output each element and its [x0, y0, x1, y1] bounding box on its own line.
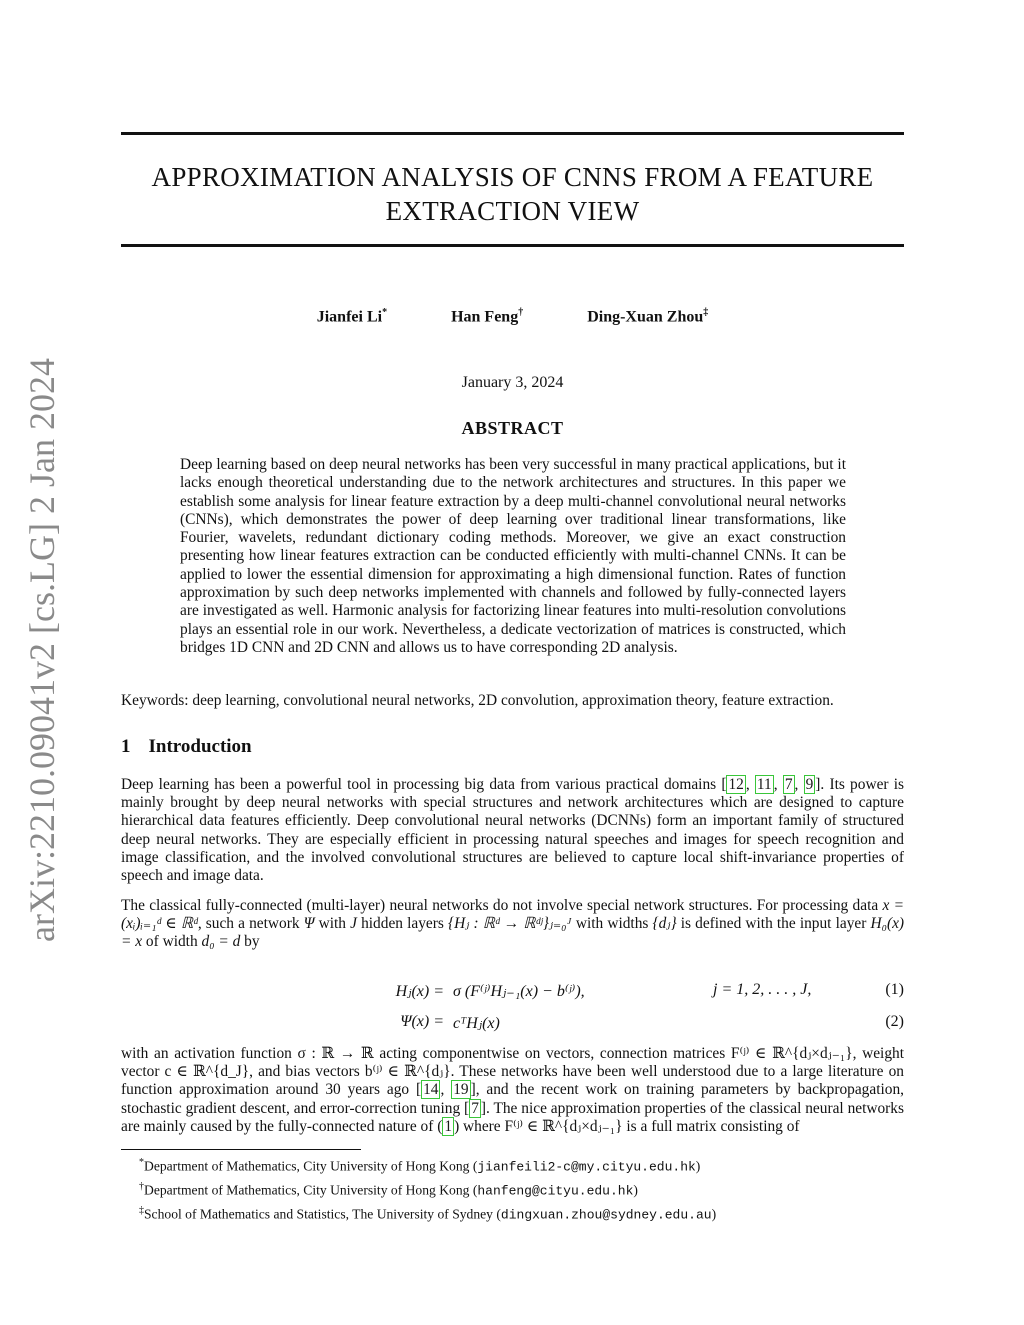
author-mark: *	[382, 307, 388, 318]
equation-rhs: cᵀHⱼ(x)	[453, 1015, 500, 1032]
footnote-text: )	[633, 1182, 638, 1198]
abstract-body: Deep learning based on deep neural networks has been very successful in many practical applications, but it lacks enough theoretical understanding due to the network architectures and structures. In this paper we establish some analysis for linear feature extraction by a deep multi-channel convolutional neural networks (CNNs), which demonstrates the power of deep learning over traditional linear transformations, like Fourier, wavelets, redundant dictionary coding methods. Moreover, we give an exact construction presenting how linear features extraction can be conducted efficiently with multi-channel CNNs. It can be applied to lower the essential dimension for approximating a high dimensional function. Rates of function approximation by such deep networks implemented with channels and followed by fully-connected layers are investigated as well. Harmonic analysis for factorizing linear features into multi-resolution convolutions plays an essential role in our work. Nevertheless, a dedicate vectorization of matrices is constructed, which bridges 1D CNN and 2D CNN and allows us to have corresponding 2D analysis.	[180, 456, 846, 656]
paragraph-2	[121, 897, 904, 952]
text: ]. Its power is mainly brought by deep neural networks with special structures and network architectures which are designed to capture hierarchical data features efficiently. Deep convolutional neural networks (DCNNs) form an important family of structured deep neural networks. They are especially efficient in processing natural speeches and images for speech recognition and image classification, and the involved convolutional structures are believed to capture local shift-invariance properties of speech and image data.	[121, 776, 904, 885]
math: d₀ = d	[201, 933, 241, 951]
author-list	[121, 307, 904, 326]
text: ], and the recent work on training parameters by backpropagation, stochastic gradient descent, and error-correction tuning [	[121, 1081, 904, 1117]
equation-lhs: Hⱼ(x) =	[395, 983, 444, 1000]
citation-link[interactable]: 7	[471, 1099, 479, 1117]
text: by	[240, 933, 260, 951]
footnote-divider	[121, 1149, 361, 1150]
paper-title	[121, 160, 904, 228]
author-mark: †	[518, 307, 524, 318]
title-line-1: APPROXIMATION ANALYSIS OF CNNS FROM A FEATURE	[151, 162, 874, 192]
author-3	[587, 307, 708, 326]
footnote-text: )	[695, 1158, 701, 1174]
footnote-mark: †	[139, 1181, 144, 1193]
section-heading	[121, 736, 252, 758]
citation-link[interactable]: 11	[756, 776, 772, 793]
citation-link[interactable]: 7	[784, 776, 793, 793]
footnote-1	[139, 1153, 716, 1177]
paragraph-1: Deep learning has been a powerful tool in processing big data from various practical domains [ 12 , 11 , 7 , 9 ]. Its power is mainly brought by deep neural networks with special structures and network architectures which are designed to capture hierarchical data features efficiently. Deep convolutional neural networks (DCNNs) form an important family of structured deep neural networks. They are especially efficient in processing natural speeches and images for speech recognition and image classification, and the involved convolutional structures are believed to capture local shift-invariance properties of speech and image data.	[121, 776, 904, 885]
math: x = (xᵢ)ᵢ₌₁ᵈ ∈ ℝᵈ	[121, 897, 904, 933]
footnote-text: Department of Mathematics, City University of Hong Kong (	[144, 1182, 478, 1198]
math: H₀(x) = x	[121, 915, 905, 951]
footnote-text: Department of Mathematics, City University of Hong Kong (	[144, 1158, 478, 1174]
equation-number: (1)	[885, 981, 904, 998]
footnote-mark: *	[139, 1157, 144, 1168]
text: Deep learning has been a powerful tool in processing big data from various practical domains [	[121, 776, 727, 793]
text: The classical fully-connected (multi-layer) neural networks do not involve special network structures. For processing data	[121, 897, 883, 914]
title-line-2: EXTRACTION VIEW	[385, 196, 640, 226]
text: with an activation function σ : ℝ → ℝ acting componentwise on vectors, connection matrices F⁽ʲ⁾ ∈ ℝ^{dⱼ×dⱼ₋₁}, weight vector c ∈ ℝ^{d_J}, and bias vectors b⁽ʲ⁾ ∈ ℝ^{dⱼ}. These networks have been well understood due to a large literature on function approximation around 30 years ago [	[121, 1045, 904, 1099]
text: with widths	[571, 915, 653, 933]
text: is defined with the input layer	[676, 915, 871, 933]
footnote-text: )	[711, 1206, 717, 1222]
email-link[interactable]: dingxuan.zhou@sydney.edu.au	[500, 1207, 712, 1223]
author-name: Jianfei Li	[316, 308, 383, 326]
author-2	[451, 307, 523, 326]
paragraph-3: with an activation function σ : ℝ → ℝ acting componentwise on vectors, connection matrices F⁽ʲ⁾ ∈ ℝ^{dⱼ×dⱼ₋₁}, weight vector c ∈ ℝ^{d_J}, and bias vectors b⁽ʲ⁾ ∈ ℝ^{dⱼ}. These networks have been well understood due to a large literature on function approximation around 30 years ago [ 14 , 19 ], and the recent work on training parameters by backpropagation, stochastic gradient descent, and error-correction tuning [ 7 ]. The nice approximation properties of the classical neural networks are mainly caused by the fully-connected nature of ( 1 ) where F⁽ʲ⁾ ∈ ℝ^{dⱼ×dⱼ₋₁} is a full matrix consisting of	[121, 1045, 904, 1135]
text: ]. The nice approximation properties of the classical neural networks are mainly caused by the fully-connected nature of (	[121, 1099, 904, 1135]
author-mark: ‡	[703, 307, 709, 318]
equation-rhs: σ (F⁽ʲ⁾Hⱼ₋₁(x) − b⁽ʲ⁾),	[453, 983, 585, 1000]
equation-reference-link[interactable]: 1	[444, 1117, 453, 1135]
section-number: 1	[121, 736, 131, 757]
footnote-mark: ‡	[139, 1205, 144, 1217]
footnote-text: School of Mathematics and Statistics, The University of Sydney (	[144, 1206, 501, 1222]
author-name: Ding-Xuan Zhou	[587, 308, 704, 326]
keywords: Keywords: deep learning, convolutional neural networks, 2D convolution, approximation theory, feature extraction.	[121, 692, 834, 709]
title-top-rule	[121, 132, 904, 135]
equation-lhs: Ψ(x) =	[400, 1013, 444, 1030]
citation-link[interactable]: 12	[728, 776, 744, 793]
section-title: Introduction	[148, 736, 252, 757]
author-1	[317, 307, 387, 326]
citation-link[interactable]: 19	[453, 1081, 469, 1099]
math: J	[350, 915, 357, 933]
text: , such a network	[197, 915, 304, 933]
math: {dⱼ}	[652, 915, 677, 933]
abstract-heading: ABSTRACT	[461, 418, 564, 438]
equation-number: (2)	[885, 1013, 904, 1030]
email-link[interactable]: hanfeng@cityu.edu.hk	[477, 1183, 634, 1199]
email-link[interactable]: jianfeili2-c@my.cityu.edu.hk	[477, 1159, 696, 1175]
math: Ψ	[303, 915, 315, 933]
equation-condition: j = 1, 2, . . . , J,	[713, 981, 812, 998]
text: of width	[142, 933, 202, 951]
arxiv-stamp: arXiv:2210.09041v2 [cs.LG] 2 Jan 2024	[22, 358, 62, 942]
citation-link[interactable]: 14	[423, 1081, 439, 1099]
publication-date: January 3, 2024	[461, 374, 564, 391]
footnotes	[139, 1153, 716, 1225]
text: ) where F⁽ʲ⁾ ∈ ℝ^{dⱼ×dⱼ₋₁} is a full matrix consisting of	[454, 1117, 800, 1135]
footnote-2	[139, 1177, 716, 1201]
text: hidden layers	[356, 915, 448, 933]
math: {Hⱼ : ℝᵈ → ℝᵈʲ}ⱼ₌₀ᴶ	[447, 915, 572, 933]
title-bottom-rule	[121, 244, 904, 247]
author-name: Han Feng	[451, 308, 519, 326]
text: with	[314, 915, 351, 933]
footnote-3	[139, 1201, 716, 1225]
citation-link[interactable]: 9	[805, 776, 814, 793]
